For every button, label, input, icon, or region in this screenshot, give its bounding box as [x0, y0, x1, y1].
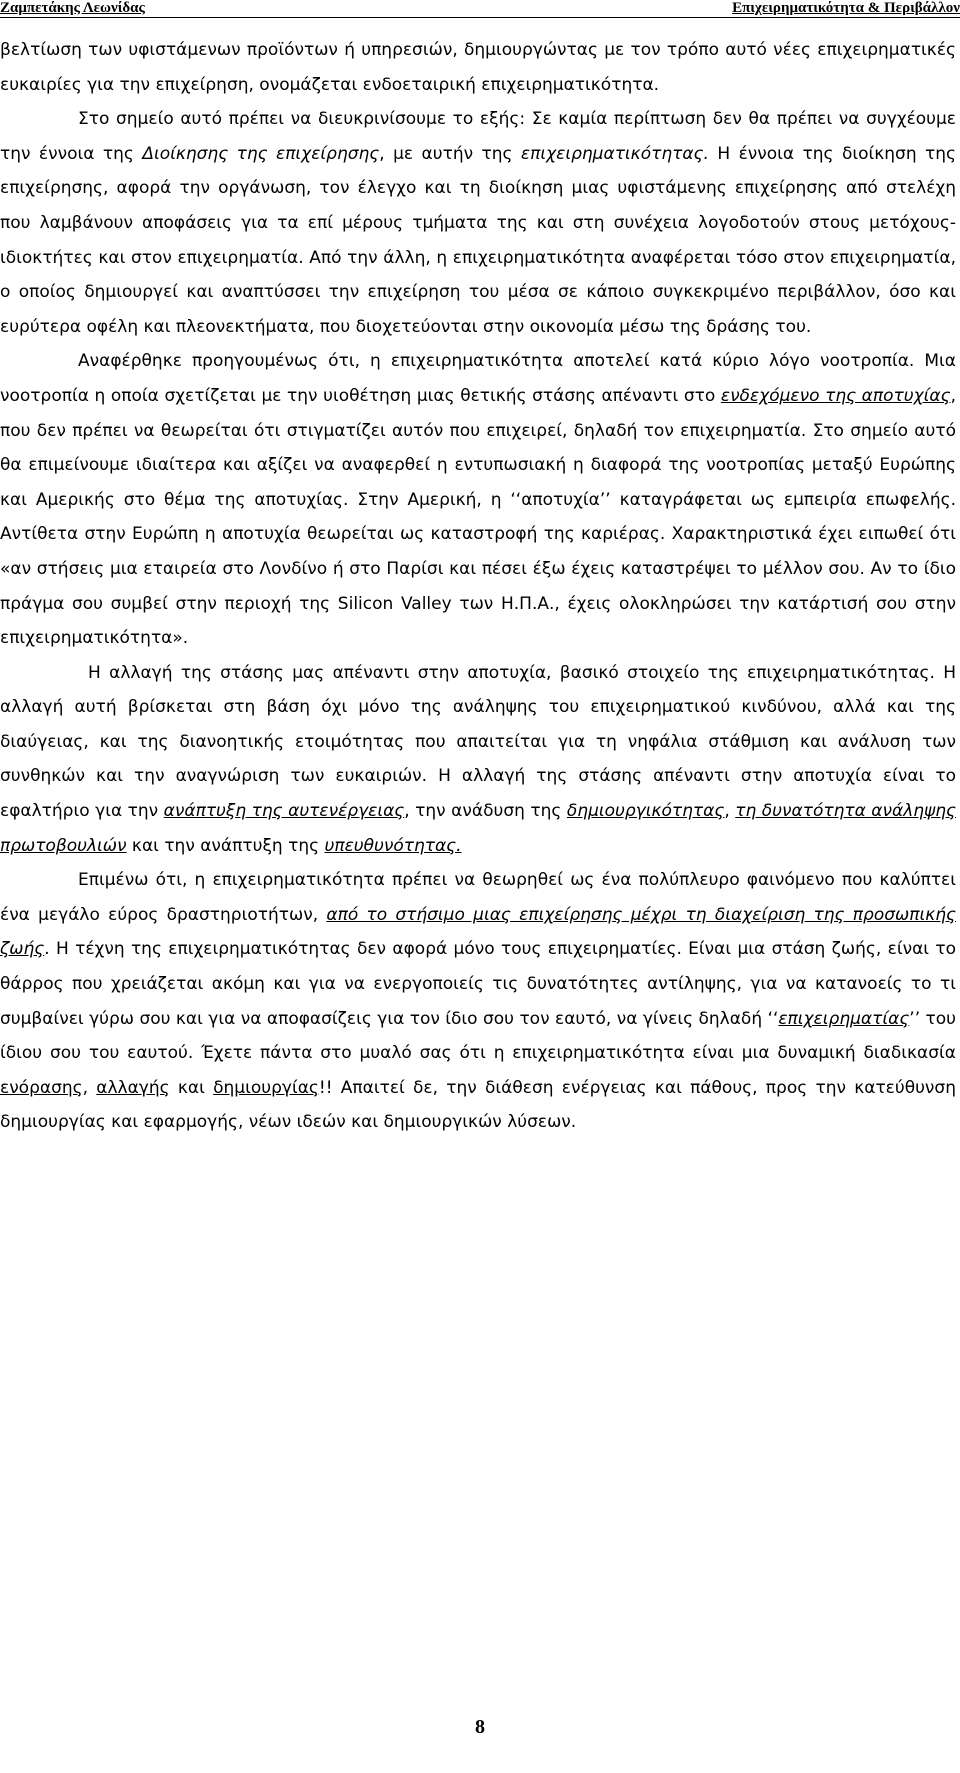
page-header — [0, 0, 960, 16]
header-title: Επιχειρηματικότητα & Περιβάλλον — [732, 0, 960, 16]
paragraph-2 — [0, 102, 956, 344]
page-number: 8 — [475, 1716, 485, 1738]
paragraph-1 — [0, 33, 956, 102]
underline-change: αλλαγής — [96, 1077, 170, 1098]
paragraph-5-text-d: , — [82, 1077, 97, 1098]
italic-term-management: Διοίκησης της επιχείρησης — [142, 143, 380, 164]
paragraph-4-text-a: Η αλλαγή της στάσης μας απέναντι στην αποτυχία, βασικό στοιχείο της επιχειρηματικότητας. Η αλλαγή αυτή βρίσκεται στη βάση όχι μόνο της ανάληψης του επιχειρηματικού κινδύνου, αλλά και της διαύγειας, και της διανοητικής ετοιμότητας που απαιτείται για τη νηφάλια στάθμιση και ανάλυση των συνθηκών και την αναγνώριση των ευκαιριών. Η αλλαγή της στάσης απέναντι στην αποτυχία είναι το εφαλτήριο για την — [0, 662, 956, 822]
paragraph-5-text-f: !! Απαιτεί δε, την διάθεση ενέργειας και πάθους, προς την κατεύθυνση δημιουργίας και εφαρμογής, νέων ιδεών και δημιουργικών λύσεων. — [0, 1077, 956, 1133]
paragraph-2-text-b: , με αυτήν της — [379, 143, 521, 164]
paragraph-5-text-c: ’’ του ίδιου σου του εαυτού. Έχετε πάντα στο μυαλό σας ότι η επιχειρηματικότητα είναι μια δυναμική διαδικασία — [0, 1008, 957, 1064]
document-body — [0, 33, 956, 1140]
paragraph-5-text-b: . Η τέχνη της επιχειρηματικότητας δεν αφορά μόνο τους επιχειρηματίες. Είναι μια στάση ζωής, είναι το θάρρος που χρειάζεται ακόμη και για να ενεργοποιείς τις δυνατότητες αντίληψης, για να κατανοείς το τι συμβαίνει γύρω σου και για να αποφασίζεις για τον ίδιο σου τον εαυτό, να γίνεις δηλαδή ‘‘ — [0, 939, 956, 1029]
italic-term-entrepreneurship: επιχειρηματικότητας. — [520, 143, 709, 164]
emphasis-self-action: ανάπτυξη της αυτενέργειας — [163, 801, 405, 822]
paragraph-4-text-c: , — [724, 801, 736, 822]
paragraph-2-text-c: Η έννοια της διοίκηση της επιχείρησης, αφορά την οργάνωση, τον έλεγχο και τη διοίκηση μιας υφιστάμενης επιχείρησης από στελέχη που λαμβάνουν αποφάσεις για τα επί μέρους τμήματα της και στη συνέχεια λογοδοτούν στους μετόχους-ιδιοκτήτες και στον επιχειρηματία. Από την άλλη, η επιχειρηματικότητα αναφέρεται τόσο στον επιχειρηματία, ο οποίος δημιουργεί και αναπτύσσει την επιχείρηση του μέσα σε κάποιο συγκεκριμένο περιβάλλον, όσο και ευρύτερα οφέλη και πλεονεκτήματα, που διοχετεύονται στην οικονομία μέσω της δράσης του. — [0, 143, 957, 337]
emphasis-responsibility: υπευθυνότητας. — [324, 835, 462, 856]
emphasis-scope: από το στήσιμο μιας επιχείρησης μέχρι τη διαχείριση της προσωπικής ζωής — [0, 904, 956, 960]
paragraph-2-text-a: Στο σημείο αυτό πρέπει να διευκρινίσουμε το εξής: Σε καμία περίπτωση δεν θα πρέπει να συγχέουμε την έννοια της — [0, 109, 956, 164]
paragraph-1-text: βελτίωση των υφιστάμενων προϊόντων ή υπηρεσιών, δημιουργώντας με τον τρόπο αυτό νέες επιχειρηματικές ευκαιρίες για την επιχείρηση, ονομάζεται ενδοεταιρική επιχειρηματικότητα. — [0, 40, 956, 95]
header-author: Ζαμπετάκης Λεωνίδας — [0, 0, 145, 16]
paragraph-3-text-b: , που δεν πρέπει να θεωρείται ότι στιγματίζει αυτόν που επιχειρεί, δηλαδή τον επιχειρηματία. Στο σημείο αυτό θα επιμείνουμε ιδιαίτερα και αξίζει να αναφερθεί η εντυπωσιακή η διαφορά της νοοτροπίας μεταξύ Ευρώπης και Αμερικής στο θέμα της αποτυχίας. Στην Αμερική, η ‘‘αποτυχία’’ καταγράφεται ως εμπειρία επωφελής. Αντίθετα στην Ευρώπη η αποτυχία θεωρείται ως καταστροφή της καριέρας. Χαρακτηριστικά έχει ειπωθεί ότι «αν στήσεις μια εταιρεία στο Λονδίνο ή στο Παρίσι και πέσει έξω έχεις καταστρέψει το μέλλον σου. Αν το ίδιο πράγμα σου συμβεί στην περιοχή της Silicon Valley των Η.Π.Α., έχεις ολοκληρώσει την κατάρτισή σου στην επιχειρηματικότητα». — [0, 385, 956, 649]
underline-insight: ενόρασης — [0, 1077, 83, 1098]
paragraph-5 — [0, 863, 956, 1140]
emphasis-entrepreneur: επιχειρηματίας — [778, 1008, 910, 1029]
paragraph-3-text-a: Αναφέρθηκε προηγουμένως ότι, η επιχειρηματικότητα αποτελεί κατά κύριο λόγο νοοτροπία. Μια νοοτροπία η οποία σχετίζεται με την υιοθέτηση μιας θετικής στάσης απέναντι στο — [0, 351, 956, 406]
emphasis-initiative: τη δυνατότητα ανάληψης πρωτοβουλιών — [0, 801, 957, 856]
paragraph-4 — [0, 656, 956, 864]
header-rule — [0, 17, 960, 18]
paragraph-3 — [0, 344, 956, 655]
paragraph-4-text-d: και την ανάπτυξη της — [126, 835, 325, 856]
paragraph-5-text-a: Επιμένω ότι, η επιχειρηματικότητα πρέπει να θεωρηθεί ως ένα πολύπλευρο φαινόμενο που καλύπτει ένα μεγάλο εύρος δραστηριοτήτων, — [0, 870, 956, 925]
emphasis-failure: ενδεχόμενο της αποτυχίας — [720, 385, 951, 406]
paragraph-5-text-e: και — [169, 1077, 214, 1098]
paragraph-4-text-b: , την ανάδυση της — [404, 801, 567, 822]
emphasis-creativity: δημιουργικότητας — [566, 801, 725, 822]
underline-creation: δημιουργίας — [213, 1077, 319, 1098]
